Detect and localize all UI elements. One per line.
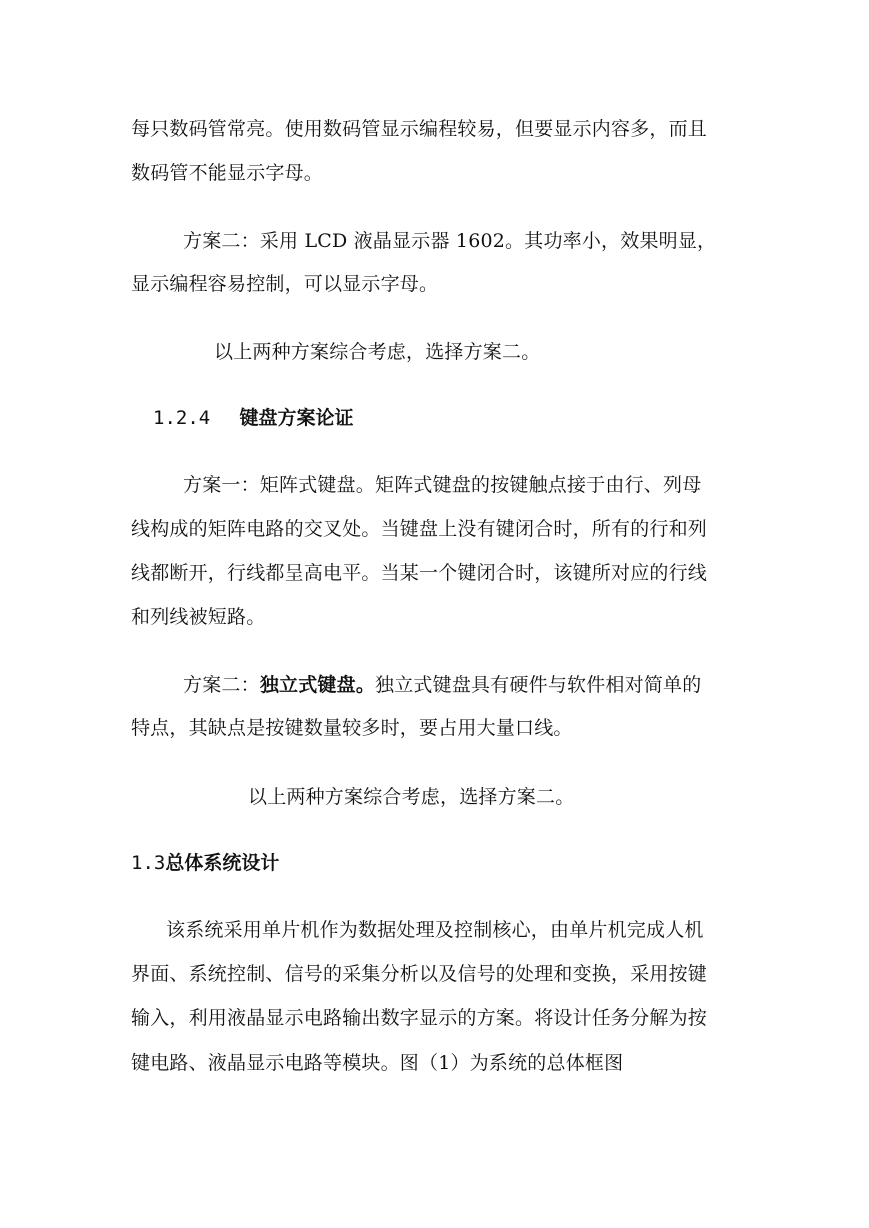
system-design-line2: 界面、系统控制、信号的采集分析以及信号的处理和变换，采用按键 xyxy=(131,963,708,985)
para1-line2: 数码管不能显示字母。 xyxy=(131,162,324,184)
option2-bold-title: 独立式键盘。 xyxy=(259,674,376,696)
para2-line1: 方案二：采用 LCD 液晶显示器 1602。其功率小，效果明显， xyxy=(183,230,717,252)
conclusion-display: 以上两种方案综合考虑，选择方案二。 xyxy=(214,341,541,363)
system-design-line4: 键电路、液晶显示电路等模块。图（1）为系统的总体框图 xyxy=(131,1052,624,1074)
system-design-line3: 输入，利用液晶显示电路输出数字显示的方案。将设计任务分解为按 xyxy=(131,1007,708,1029)
keyboard-option2-line2: 特点，其缺点是按键数量较多时，要占用大量口线。 xyxy=(131,717,573,739)
keyboard-option1-line2: 线构成的矩阵电路的交叉处。当键盘上没有键闭合时，所有的行和列 xyxy=(131,518,708,540)
para2-line2: 显示编程容易控制，可以显示字母。 xyxy=(131,273,439,295)
section-title: 键盘方案论证 xyxy=(239,407,354,429)
keyboard-option1-line3: 线都断开，行线都呈高电平。当某一个键闭合时，该键所对应的行线 xyxy=(131,562,708,584)
option2-prefix: 方案二： xyxy=(183,674,260,696)
para1-line1: 每只数码管常亮。使用数码管显示编程较易，但要显示内容多，而且 xyxy=(131,118,708,140)
keyboard-option1-line4: 和列线被短路。 xyxy=(131,606,266,628)
option2-rest: 独立式键盘具有硬件与软件相对简单的 xyxy=(375,674,702,696)
section-heading-1-2-4 xyxy=(153,406,353,430)
section-heading-1-3 xyxy=(131,851,279,875)
conclusion-keyboard: 以上两种方案综合考虑，选择方案二。 xyxy=(248,786,575,808)
section-number: 1.2.4 xyxy=(153,407,211,429)
keyboard-option2-line1 xyxy=(183,673,701,697)
keyboard-option1-line1: 方案一：矩阵式键盘。矩阵式键盘的按键触点接于由行、列母 xyxy=(183,474,702,496)
system-design-line1: 该系统采用单片机作为数据处理及控制核心，由单片机完成人机 xyxy=(166,919,704,941)
section-number: 1.3 xyxy=(131,852,166,874)
section-title: 总体系统设计 xyxy=(165,852,280,874)
